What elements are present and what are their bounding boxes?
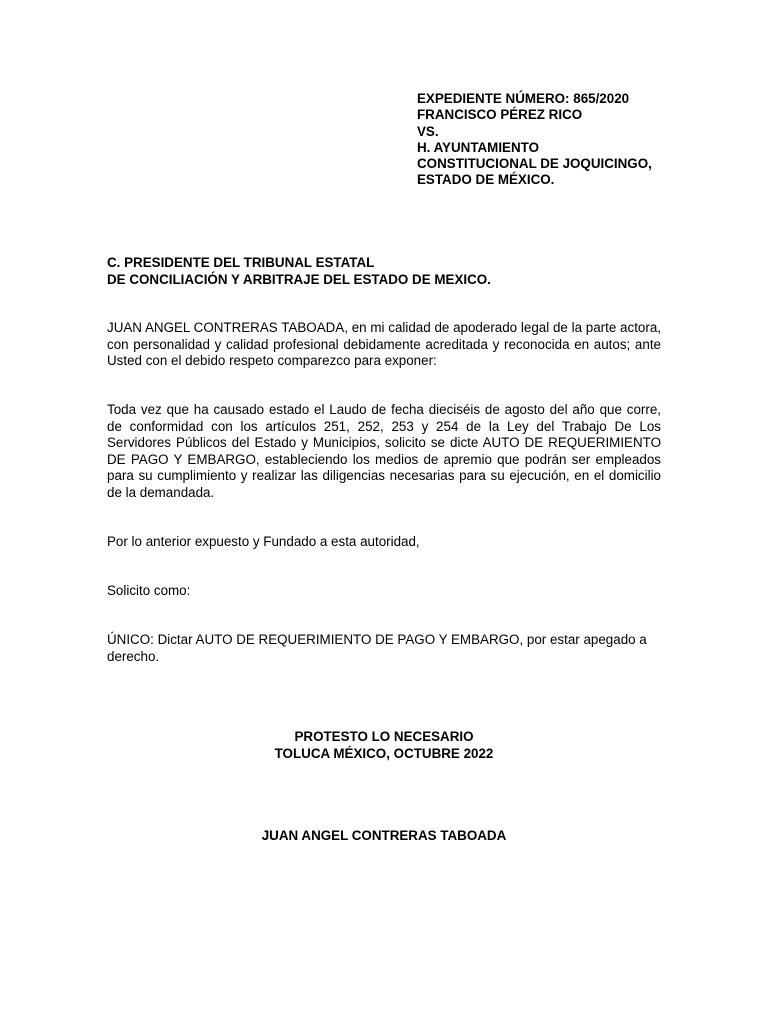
intro-paragraph: JUAN ANGEL CONTRERAS TABOADA, en mi calidad de apoderado legal de la parte actora, con personalidad y calidad profesional debidamente acreditada y reconocida en autos; ante Usted con el debido respeto comparezco para exponer:	[107, 320, 661, 369]
place-date-line: TOLUCA MÉXICO, OCTUBRE 2022	[274, 745, 494, 761]
petition-paragraph: Solicito como:	[107, 583, 191, 598]
case-header	[417, 91, 737, 189]
case-number: EXPEDIENTE NÚMERO: 865/2020	[417, 91, 630, 106]
signature-name: JUAN ANGEL CONTRERAS TABOADA	[261, 828, 507, 843]
plaintiff-name: FRANCISCO PÉREZ RICO	[417, 107, 583, 123]
foundation-paragraph: Por lo anterior expuesto y Fundado a esta autoridad,	[107, 534, 420, 549]
protest-line: PROTESTO LO NECESARIO	[294, 729, 474, 744]
addressee-line-2: DE CONCILIACIÓN Y ARBITRAJE DEL ESTADO DE MEXICO.	[107, 271, 491, 287]
addressee-block	[107, 255, 667, 288]
request-paragraph: Toda vez que ha causado estado el Laudo de fecha dieciséis de agosto del año que corre, de conformidad con los artículos 251, 252, 253 y 254 de la Ley del Trabajo De Los Servidores Públicos del Estado y Municipios, solicito se dicte AUTO DE REQUERIMIENTO DE PAGO Y EMBARGO, estableciendo los medios de apremio que podrán ser empleados para su cumplimiento y realizar las diligencias necesarias para su ejecución, en el domicilio de la demandada.	[107, 402, 661, 500]
defendant-line-2: CONSTITUCIONAL DE JOQUICINGO,	[417, 156, 652, 172]
addressee-line-1: C. PRESIDENTE DEL TRIBUNAL ESTATAL	[107, 255, 375, 270]
closing-block	[107, 729, 661, 762]
defendant-line-3: ESTADO DE MÉXICO.	[417, 172, 555, 188]
sole-point-paragraph: ÚNICO: Dictar AUTO DE REQUERIMIENTO DE PAGO Y EMBARGO, por estar apegado a derecho.	[107, 632, 647, 664]
defendant-line-1: H. AYUNTAMIENTO	[417, 139, 540, 155]
versus-label: VS.	[417, 123, 439, 139]
